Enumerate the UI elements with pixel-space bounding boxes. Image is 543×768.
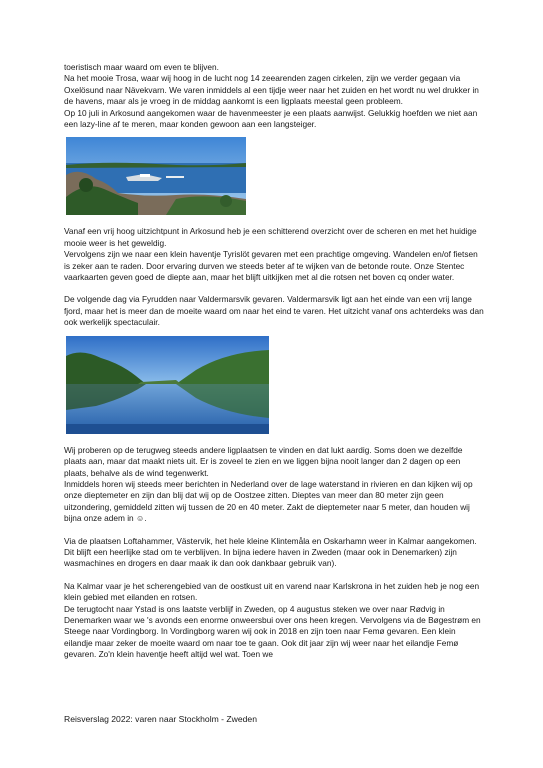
paragraph: Na het mooie Trosa, waar wij hoog in de lucht nog 14 zeearenden zagen cirkelen, zijn we verder gegaan via Oxelösund naar Nävekvarn. We varen inmiddels al een tijdje weer naar het zuiden en het wordt nu wel drukker in de havens, maar als je vroeg in de middag aankomt is een ligplaats meestal geen probleem. bbox=[64, 73, 479, 107]
paragraph: Op 10 juli in Arkosund aangekomen waar de havenmeester je een plaats aanwijst. Gelukkig hoefden we niet aan een lazy-line af te meren, maar konden gewoon aan een langsteiger. bbox=[64, 107, 478, 130]
paragraph: Vervolgens zijn we naar een klein haventje Tyrislöt gevaren met een prachtige omgeving. Wandelen en/of fietsen is zeker aan te raden. Door ervaring durven we steeds beter af te wijken van de betonde route. Onze Stentec vaarkaarten geven goed de diepte aan, maar het blijft uitkijken met al die rotsen net boven cq onder water. bbox=[64, 249, 478, 283]
text-block-3 bbox=[64, 294, 484, 328]
paragraph: De volgende dag via Fyrudden naar Valdermarsvik gevaren. Valdermarsvik ligt aan het einde van een vrij lange fjord, maar het is meer dan de moeite waard om naar het eind te varen. Het uitzicht vanaf ons achterdeks was dan ook werkelijk spectaculair. bbox=[64, 294, 484, 328]
page-footer: Reisverslag 2022: varen naar Stockholm - Zweden bbox=[64, 714, 257, 724]
text-block-4 bbox=[64, 445, 484, 525]
document-body bbox=[64, 62, 484, 661]
photo-valdermarsvik-fjord bbox=[66, 336, 269, 434]
paragraph: Wij proberen op de terugweg steeds andere ligplaatsen te vinden en dat lukt aardig. Soms doen we dezelfde plaats aan, maar dat maakt niets uit. Er is zoveel te zien en we liggen bijna nooit langer dan 2 dagen op een plaats, behalve als de wind tegenwerkt. bbox=[64, 444, 463, 478]
text-block-2 bbox=[64, 226, 484, 283]
paragraph: toeristisch maar waard om even te blijven. bbox=[64, 62, 219, 72]
paragraph: De terugtocht naar Ystad is ons laatste verblijf in Zweden, op 4 augustus steken we over naar Rødvig in Denemarken waar we 's avonds een enorme onweersbui over ons heen kregen. Vervolgens via de Bøgestrøm en Steege naar Vordingborg. In Vordingborg waren wij ook in 2018 en zijn toen naar Femø gevaren. Een klein eilandje maar zeker de moeite waard om naar toe te gaan. Ook dit jaar zijn wij weer naar het eilandje Femø gevaren. Zo'n klein haventje heeft altijd wel wat. Toen we bbox=[64, 603, 481, 660]
paragraph: Vanaf een vrij hoog uitzichtpunt in Arkosund heb je een schitterend overzicht over de scheren en met het huidige mooie weer is het geweldig. bbox=[64, 226, 477, 248]
text-block-1 bbox=[64, 62, 484, 130]
paragraph: Na Kalmar vaar je het scherengebied van de oostkust uit en varend naar Karlskrona in het zuiden heb je nog een klein gebied met eilanden en rotsen. bbox=[64, 580, 480, 603]
paragraph: Inmiddels horen wij steeds meer berichten in Nederland over de lage waterstand in rivieren en dan kijken wij op onze dieptemeter en zijn dan blij dat wij op de Oostzee zitten. Dieptes van meer dan 80 meter zijn geen uitzondering, gemiddeld zitten wij tussen de 20 en 40 meter. Zakt de dieptemeter naar 5 meter, dan houden wij bijna onze adem in ☺. bbox=[64, 478, 473, 524]
text-block-5 bbox=[64, 536, 484, 570]
text-block-6 bbox=[64, 581, 484, 661]
photo-arkosund-harbor bbox=[66, 137, 246, 215]
paragraph: Via de plaatsen Loftahammer, Västervik, het hele kleine Klintemåla en Oskarhamn weer in Kalmar aangekomen. Dit blijft een heerlijke stad om te verblijven. In bijna iedere haven in Zweden (maar ook in Denemarken) zijn wasmachines en drogers en daar maak ik dan ook dankbaar gebruik van). bbox=[64, 535, 477, 569]
